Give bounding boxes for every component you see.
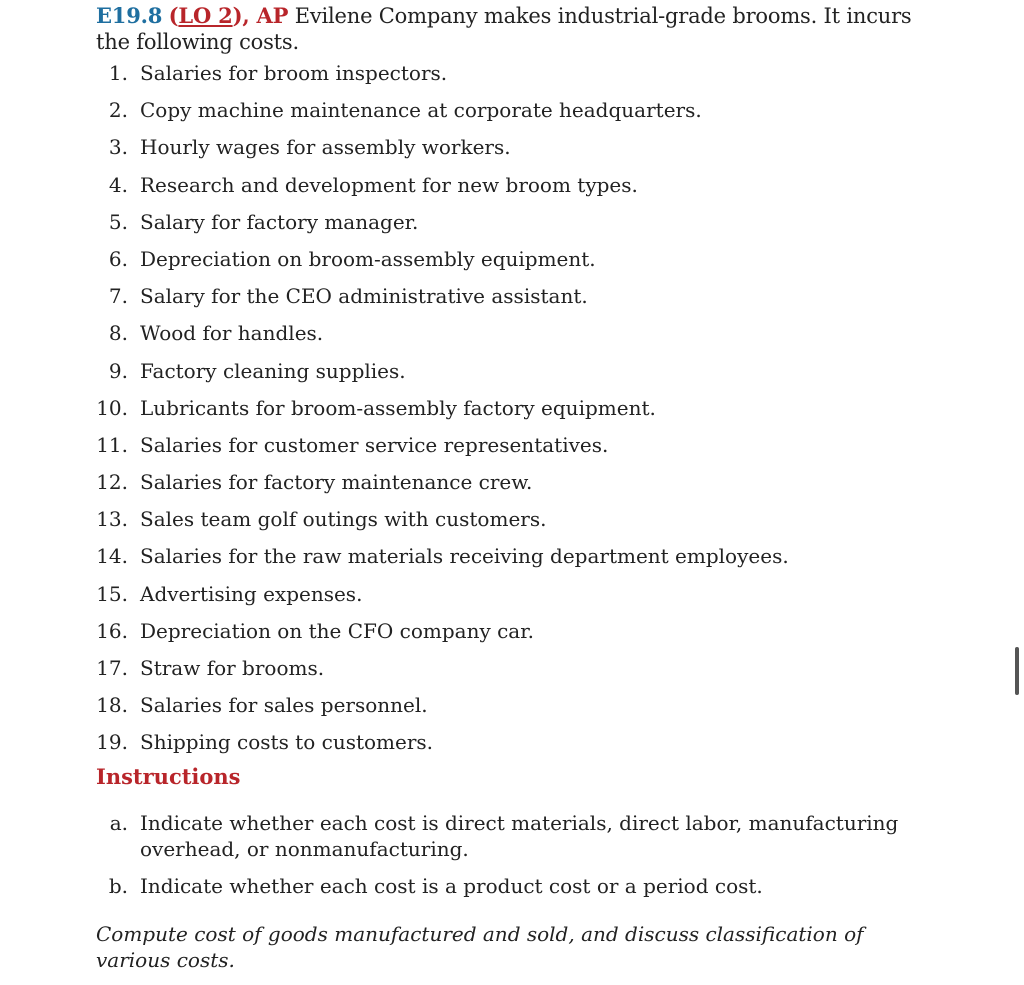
cost-item-number: 10. [96,395,128,420]
cost-item [96,353,926,390]
cost-list [96,55,926,762]
cost-item [96,129,926,166]
cost-item [96,538,926,575]
cost-item-number: 13. [96,507,128,532]
cost-item-text: Salaries for broom inspectors. [140,61,448,85]
cost-item-number: 4. [108,172,128,197]
cost-item [96,92,926,129]
cost-item [96,315,926,352]
cost-item-number: 6. [108,246,128,271]
cost-item [96,204,926,241]
cost-item-number: 15. [96,581,128,606]
cost-item-number: 3. [108,135,128,160]
cost-item-text: Copy machine maintenance at corporate headquarters. [140,98,702,123]
cost-item-text: Salary for the CEO administrative assistant. [140,284,588,309]
cost-item-number: 2. [108,98,128,123]
cost-item-text: Depreciation on broom-assembly equipment. [140,246,596,271]
cost-item-number: 8. [108,321,128,346]
lo-tag [169,3,289,28]
cost-item-number: 7. [108,284,128,309]
cost-item [96,501,926,538]
cost-item-number: 17. [96,656,128,680]
cost-item-text: Salaries for the raw materials receiving department employees. [140,544,789,569]
cost-item-text: Sales team golf outings with customers. [140,507,547,532]
cost-item-number: 1. [108,61,128,85]
cost-item [96,687,926,724]
cost-item-text: Depreciation on the CFO company car. [140,618,534,643]
cost-item [96,55,926,92]
instructions-title: Instructions [96,763,241,789]
exercise-content [96,0,926,973]
cost-item-number: 18. [96,693,128,718]
instruction-item-number: a. [109,810,128,835]
cost-item-number: 9. [108,358,128,383]
lo-close: ), AP [232,3,289,28]
cost-item-text: Wood for handles. [140,321,324,346]
cost-item [96,650,926,687]
scrollbar-thumb[interactable] [1015,647,1019,695]
instruction-item [96,873,926,899]
lo-link[interactable]: LO 2 [178,3,233,28]
instruction-item [96,810,926,862]
cost-item [96,464,926,501]
instruction-item-text: Indicate whether each cost is a product cost or a period cost. [140,873,763,898]
cost-item-text: Salary for factory manager. [140,209,419,234]
instructions-list [96,810,926,899]
cost-item [96,167,926,204]
cost-item [96,241,926,278]
cost-item-text: Advertising expenses. [140,581,363,606]
exercise-intro: Evilene Company makes industrial-grade brooms. It incurs the following costs. [96,4,912,54]
cost-item-text: Salaries for customer service representatives. [140,432,609,457]
cost-item [96,724,926,761]
lo-open: ( [168,3,179,28]
cost-item-number: 16. [96,618,128,643]
cost-item-number: 11. [96,432,128,457]
cost-item-text: Hourly wages for assembly workers. [140,135,511,160]
cost-item [96,278,926,315]
cost-item-text: Straw for brooms. [140,656,325,680]
cost-item-text: Salaries for sales personnel. [140,693,428,718]
cost-item-number: 14. [96,544,128,569]
instruction-item-number: b. [108,873,128,898]
cost-item [96,390,926,427]
instruction-item-text: Indicate whether each cost is direct materials, direct labor, manufacturing overhead, or nonmanufacturing. [140,810,899,861]
cost-item-number: 12. [96,470,128,495]
cost-item [96,576,926,613]
cost-item-text: Research and development for new broom types. [140,172,638,197]
cost-item [96,427,926,464]
cost-item-text: Salaries for factory maintenance crew. [140,470,533,495]
cost-item-text: Factory cleaning supplies. [140,358,406,383]
cost-item-number: 5. [108,209,128,234]
exercise-heading [96,3,926,55]
cost-item-text: Shipping costs to customers. [140,730,434,755]
cost-item-text: Lubricants for broom-assembly factory equipment. [140,395,656,420]
cost-item-number: 19. [96,730,128,755]
cost-item [96,613,926,650]
learning-objective: Compute cost of goods manufactured and sold, and discuss classification of various costs. [96,921,864,972]
exercise-number: E19.8 [96,3,163,28]
